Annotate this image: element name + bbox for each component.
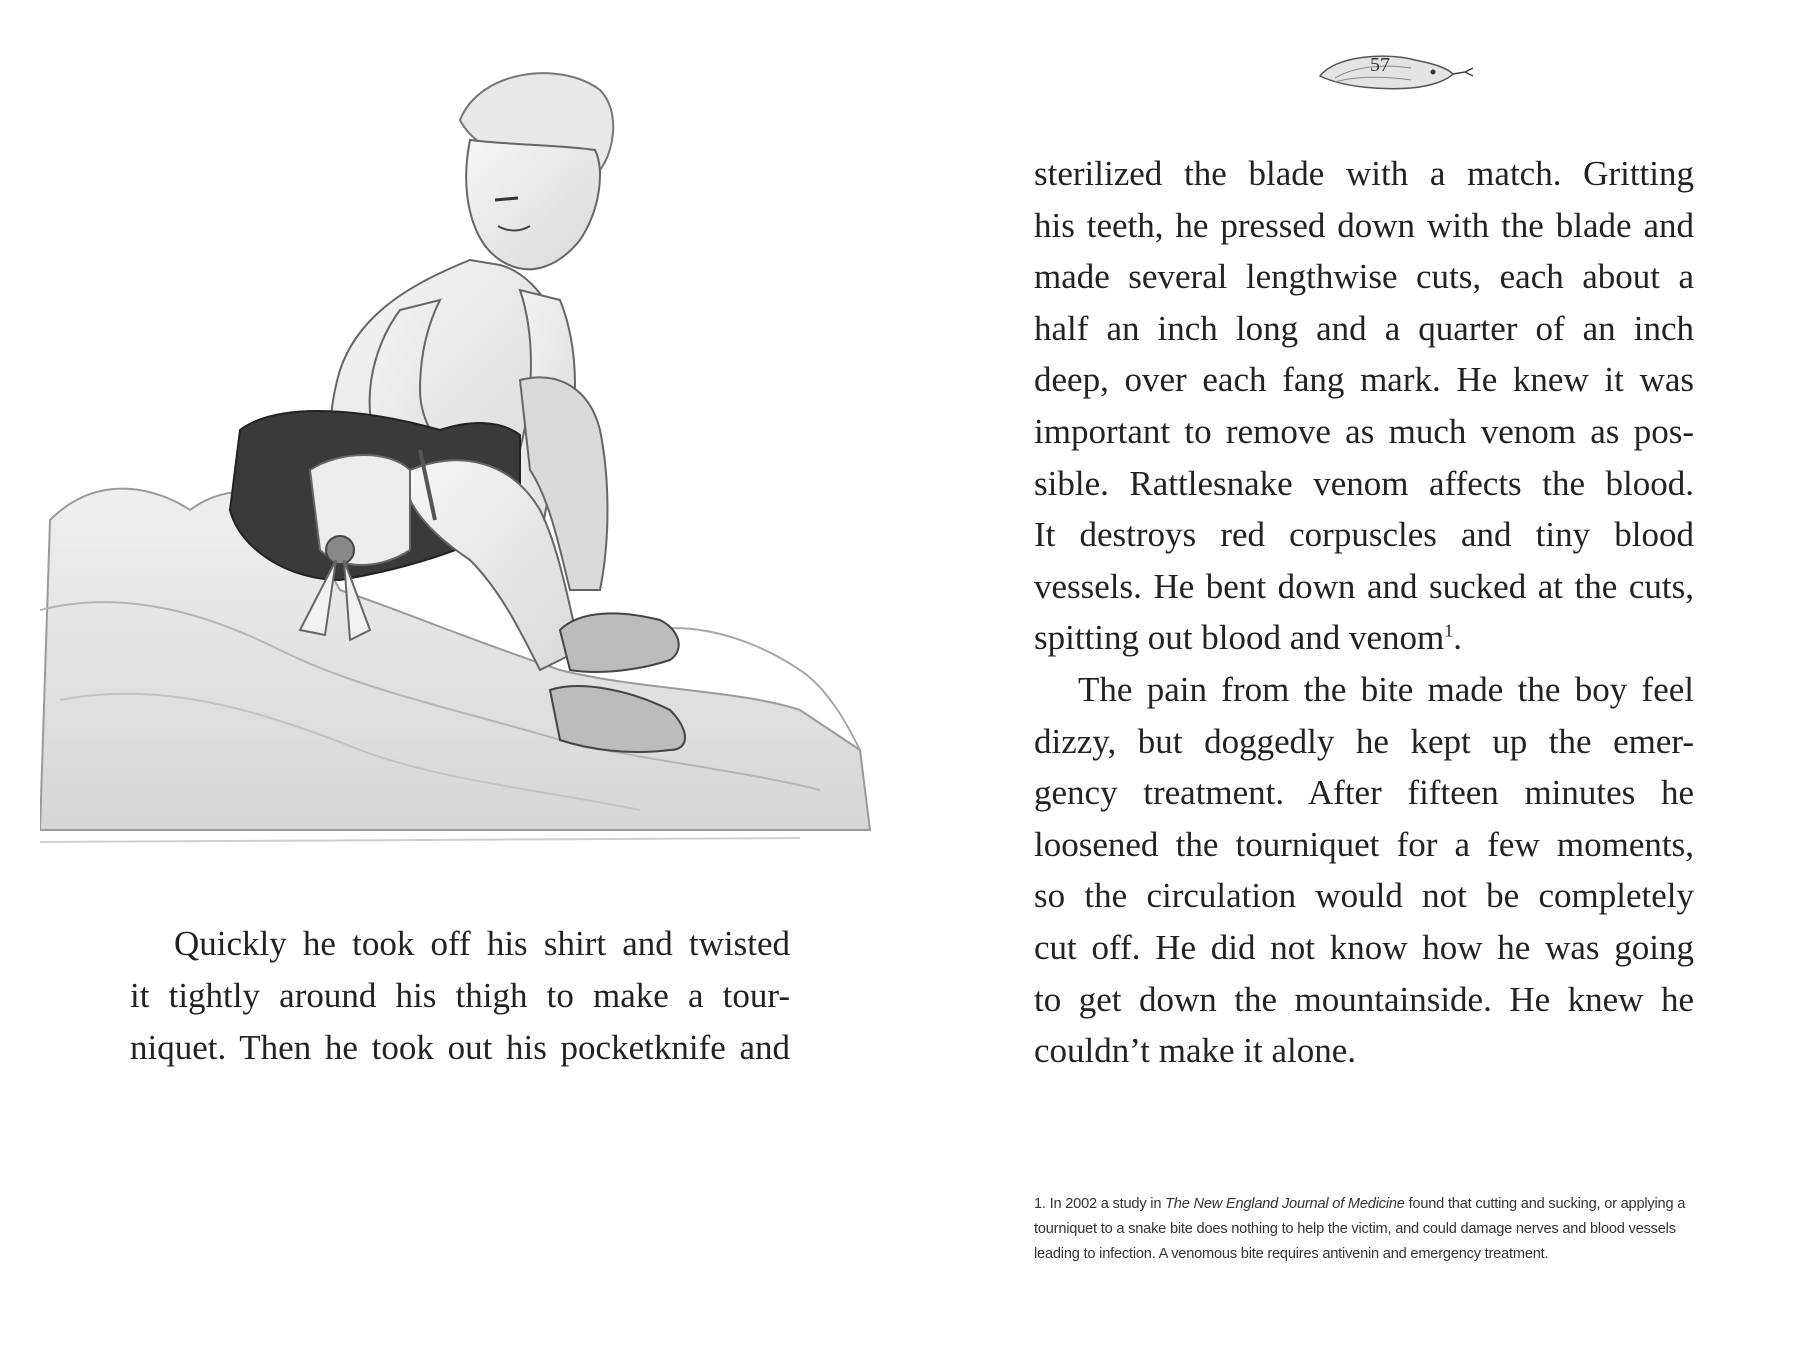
text-fragment: spitting out blood and venom [1034,618,1445,658]
text-line: so the circulation would not be completely [1034,876,1694,916]
text-line: dizzy, but doggedly he kept up the emer- [1034,721,1694,761]
text-line: loosened the tourniquet for a few moments, [1034,824,1694,864]
text-line: niquet. Then he took out his pocketknife and [130,1028,790,1067]
text-line: couldn’t make it alone. [1034,1031,1357,1071]
footnote-text: 1. In 2002 a study in [1034,1196,1166,1212]
text-line: gency treatment. After fifteen minutes he [1034,773,1694,813]
left-page-paragraph [130,918,790,1074]
footnote-text: found that cutting and sucking, or applying a tourniquet to a snake bite does nothing to help the victim, and could damage nerves and blood vessels leading to infection. A venomous bite requires antivenin and emergency treatment. [1034,1196,1686,1262]
journal-title: The New England Journal of Medicine [1165,1196,1405,1212]
text-line-with-footnote [1034,612,1694,664]
text-fragment: . [1453,618,1463,658]
text-line: vessels. He bent down and sucked at the cuts, [1034,566,1694,606]
pencil-sketch-icon [40,50,910,910]
text-line: made several lengthwise cuts, each about a [1034,257,1694,297]
text-line: The pain from the bite made the boy feel [1078,669,1694,709]
text-line: sible. Rattlesnake venom affects the blood. [1034,463,1694,503]
text-line: deep, over each fang mark. He knew it was [1034,360,1694,400]
text-line: It destroys red corpuscles and tiny blood [1034,515,1694,555]
footnote [1034,1192,1694,1267]
text-line: his teeth, he pressed down with the blade and [1034,205,1694,245]
right-page-body [1034,148,1694,1077]
text-line: half an inch long and a quarter of an inch [1034,308,1694,348]
boy-tourniquet-illustration [40,50,910,910]
text-line: Quickly he took off his shirt and twisted [174,924,790,963]
right-page [900,0,1800,1372]
footnote-reference[interactable]: 1 [1444,620,1454,641]
page-folio [1315,46,1475,96]
text-line: sterilized the blade with a match. Gritting [1034,154,1694,193]
text-line: it tightly around his thigh to make a tour- [130,976,790,1015]
text-line: cut off. He did not know how he was going [1034,927,1694,967]
page-number: 57 [1370,54,1390,76]
text-line: important to remove as much venom as pos- [1034,411,1694,451]
text-line: to get down the mountainside. He knew he [1034,979,1694,1019]
